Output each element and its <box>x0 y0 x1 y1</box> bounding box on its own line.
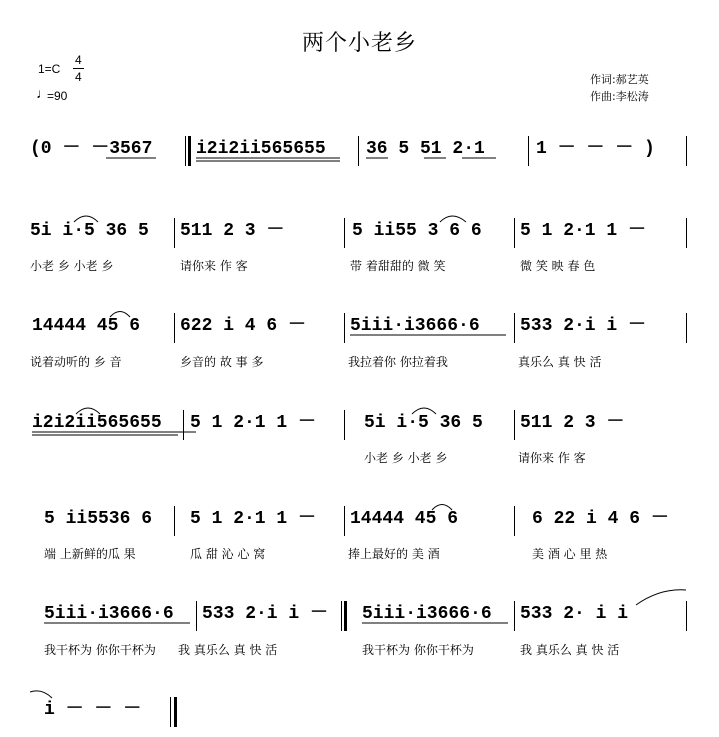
measure-notes: 5iii·i3666·6 <box>350 316 480 336</box>
composer-credit: 作曲:李松涛 <box>590 90 649 103</box>
song-title: 两个小老乡 <box>301 31 417 56</box>
slur-mark <box>110 312 130 318</box>
measure-notes: 5 1 2·1 1 － <box>190 509 317 529</box>
tie-mark <box>636 590 686 605</box>
lyric-line: 美 酒 心 里 热 <box>532 547 608 561</box>
tie-mark <box>30 691 52 698</box>
measure-notes: 5 ii5536 6 <box>44 509 153 529</box>
lyric-line: 真乐么 真 快 活 <box>518 355 602 369</box>
measure-notes: 36 5 51 2·1 <box>366 139 485 159</box>
measure-notes: 533 2· i i <box>520 604 629 624</box>
measure-notes: 5iii·i3666·6 <box>362 604 492 624</box>
lyric-line: 我干杯为 你你干杯为 <box>44 643 156 657</box>
slur-mark <box>76 408 100 414</box>
measure-notes: 511 2 3 － <box>180 221 285 241</box>
measure-notes: 533 2·i i － <box>520 316 647 336</box>
time-signature-bottom: 4 <box>75 70 82 84</box>
quarter-note-icon: ♩ <box>36 85 50 101</box>
lyric-line: 小老 乡 小老 乡 <box>364 451 448 465</box>
slur-mark <box>412 408 436 414</box>
lyricist-credit: 作词:郝艺英 <box>590 73 649 86</box>
lyric-line: 端 上新鲜的瓜 果 <box>44 547 136 561</box>
measure-notes: 5 ii55 3 6 6 <box>352 221 482 241</box>
lyric-line: 说着动听的 乡 音 <box>30 355 122 369</box>
key-signature: 1=C <box>38 62 61 76</box>
lyric-line: 请你来 作 客 <box>180 259 248 273</box>
measure-notes: 622 i 4 6 － <box>180 316 307 336</box>
slur-mark <box>74 216 98 222</box>
lyric-line: 我 真乐么 真 快 活 <box>520 643 620 657</box>
measure-notes: i2i2ii565655 <box>196 139 326 159</box>
measure-notes: (0 － －3567 <box>30 139 153 159</box>
measure-notes: i2i2ii565655 <box>32 413 162 433</box>
tempo-marking: =90 <box>47 89 68 103</box>
measure-notes: 5 1 2·1 1 － <box>520 221 647 241</box>
lyric-line: 我干杯为 你你干杯为 <box>362 643 474 657</box>
measure-notes: 14444 45 6 <box>32 316 141 336</box>
measure-notes: 5 1 2·1 1 － <box>190 413 317 433</box>
measure-notes: 5i i·5 36 5 <box>364 413 483 433</box>
lyric-line: 我 真乐么 真 快 活 <box>178 643 278 657</box>
measure-notes: i － － － <box>44 700 142 720</box>
lyric-line: 请你来 作 客 <box>518 451 586 465</box>
lyric-line: 我拉着你 你拉着我 <box>348 355 448 369</box>
lyric-line: 带 着甜甜的 微 笑 <box>350 259 446 273</box>
measure-notes: 1 － － － ) <box>536 139 655 159</box>
measure-notes: 511 2 3 － <box>520 413 625 433</box>
slur-mark <box>432 505 452 511</box>
lyric-line: 捧上最好的 美 酒 <box>348 547 440 561</box>
lyric-line: 乡音的 故 事 多 <box>180 355 264 369</box>
measure-notes: 6 22 i 4 6 － <box>532 509 669 529</box>
slur-mark <box>440 216 466 222</box>
time-signature-top: 4 <box>75 53 82 67</box>
measure-notes: 533 2·i i － <box>202 604 329 624</box>
lyric-line: 瓜 甜 沁 心 窝 <box>190 547 266 561</box>
measure-notes: 5i i·5 36 5 <box>30 221 149 241</box>
lyric-line: 微 笑 映 春 色 <box>520 259 596 273</box>
lyric-line: 小老 乡 小老 乡 <box>30 259 114 273</box>
measure-notes: 5iii·i3666·6 <box>44 604 174 624</box>
measure-notes: 14444 45 6 <box>350 509 459 529</box>
